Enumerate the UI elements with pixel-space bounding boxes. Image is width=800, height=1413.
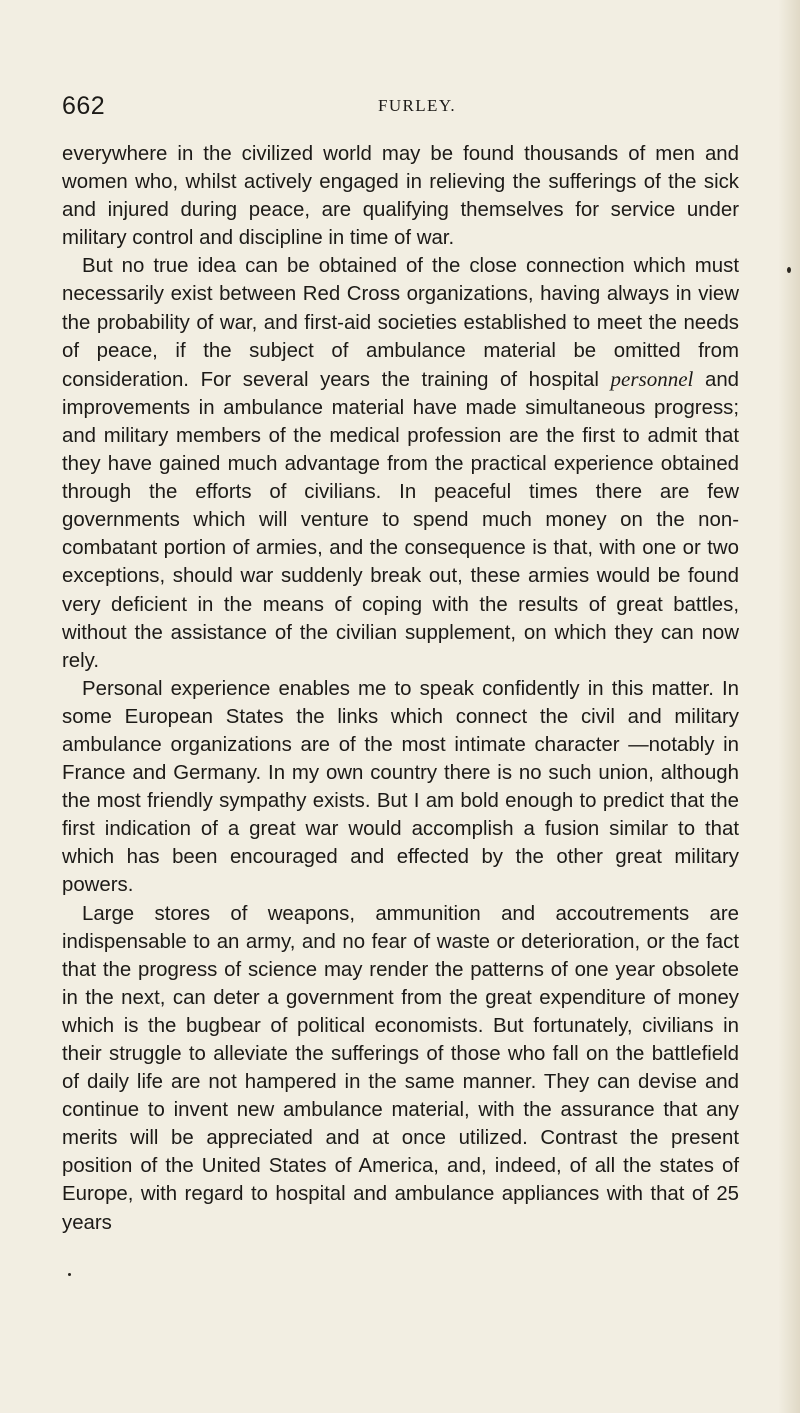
- body-text: [62, 140, 739, 1237]
- page-header: [62, 92, 742, 126]
- paragraph-text: Personal experience enables me to speak confidently in this matter. In some European States the links which connect the civil and military ambulance organizations are of the most intimate character —notably in France and Germany. In my own country there is no such union, although the most friendly sympathy exists. But I am bold enough to predict that the first indication of a great war would accomplish a fusion similar to that which has been encouraged and effected by the other great military powers.: [62, 677, 739, 897]
- page-number: 662: [62, 92, 106, 120]
- paragraph: [62, 675, 739, 900]
- paragraph: [62, 140, 739, 252]
- paragraph-text: and improvements in ambulance material have made simultaneous progress; and military members of the medical profession are the first to admit that they have gained much advantage from the practical experience obtained through the efforts of civilians. In peaceful times there are few governments which will venture to spend much money on the non-combatant portion of armies, and the consequence is that, with one or two exceptions, should war suddenly break out, these armies would be found very deficient in the means of coping with the results of great battles, without the assistance of the civilian supplement, on which they can now rely.: [62, 368, 740, 672]
- paragraph-text: But no true idea can be obtained of the close connection which must necessarily exist between Red Cross organizations, having always in view the probability of war, and first-aid societies established to meet the needs of peace, if the subject of ambulance material be omitted from consideration. For several years the training of hospital: [62, 255, 739, 391]
- italic-term: personnel: [610, 366, 694, 391]
- ink-speck: [68, 1273, 71, 1276]
- paragraph: [62, 900, 739, 1237]
- running-head: FURLEY.: [378, 96, 456, 115]
- paragraph-text: everywhere in the civilized world may be found thousands of men and women who, whilst actively engaged in relieving the sufferings of the sick and injured during peace, are qualifying themselves for service under military control and discipline in time of war.: [62, 143, 739, 250]
- ink-speck: [787, 267, 791, 273]
- paragraph-text: Large stores of weapons, ammunition and accoutrements are indispensable to an army, and no fear of waste or deterioration, or the fact that the progress of science may render the patterns of one year obsolete in the next, can deter a government from the great expenditure of money which is the bugbear of political economists. But fortunately, civilians in their struggle to alleviate the sufferings of those who fall on the battlefield of daily life are not hampered in the same manner. They can devise and continue to invent new ambulance material, with the assurance that any merits will be appreciated and at once utilized. Contrast the present position of the United States of America, and, indeed, of all the states of Europe, with regard to hospital and ambulance appliances with that of 25 years: [62, 902, 739, 1234]
- paragraph: [62, 252, 739, 674]
- page-edge-shadow: [778, 0, 800, 1413]
